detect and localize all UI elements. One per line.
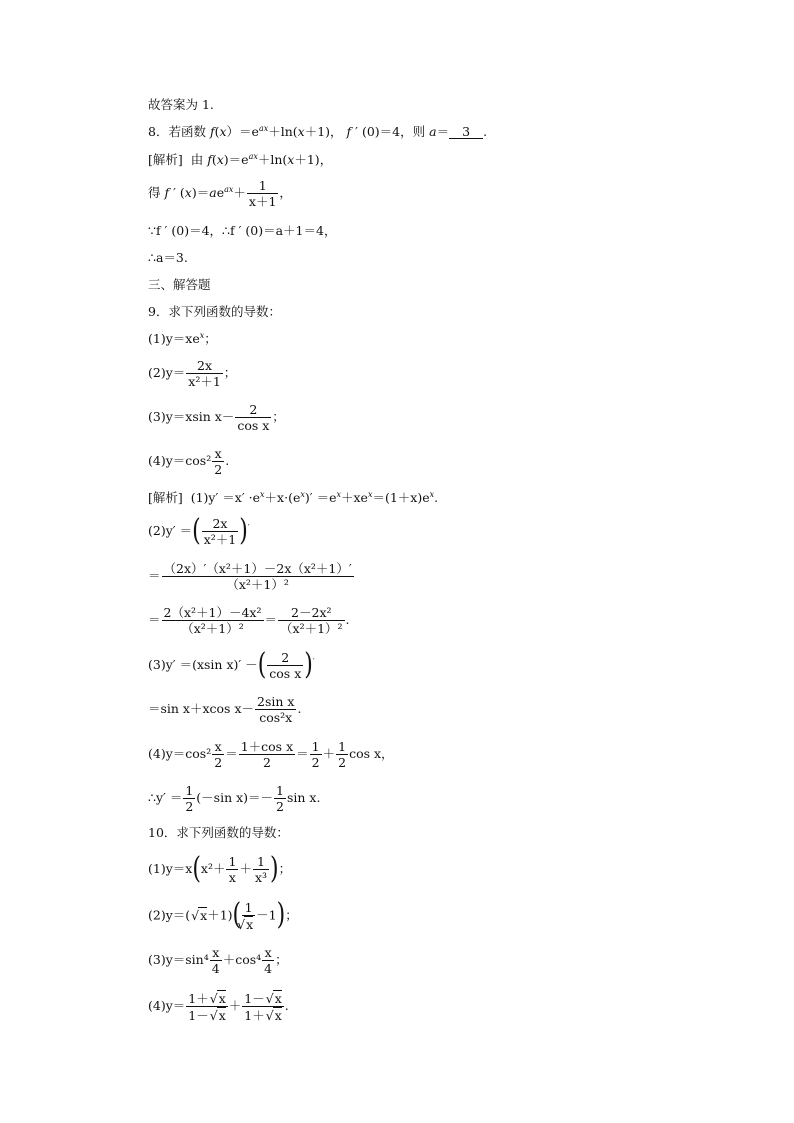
section-heading: 三、解答题 [148,277,211,292]
q9-part-2: (2)y＝ $\frac{2x}{\text{x²＋1}}$ ； [148,358,237,389]
solution-9-part-2b: ＝ $\frac{\text{（2x）′（x²＋1）－2x（x²＋1）′}}{\text{（x²＋1）²}}$ [148,561,352,592]
answer-blank: 3 [449,125,483,139]
solution-9-part-4a: (4)y＝cos² $\frac{x}{2}$ ＝ $\frac{\text{1＋cos x}}{2}$ ＝ $\frac{1}{2}$ ＋ $\frac{1}{2}$ cos x， [148,739,394,770]
solution-9-part-1: [解析] $(1)y' =x' \cdot e^x+x\cdot(e^x)' =e^x+xe^x=(1+x)e^x$. [148,490,439,505]
q10-part-1: (1)y＝x(x²＋ $\frac{1}{x}$ ＋ $\frac{1}{\text{x³}}$ )； [148,851,292,886]
solution-8-line-3: ∵f ′ (0)＝4，∴f ′ (0)＝a＋1＝4， [148,223,337,238]
answer-note: 故答案为 1. [148,97,214,112]
solution-8-line-1: [解析] 由 $f(x)=e^{ax}+\ln(x+1)$， [148,152,333,167]
question-10: 10．求下列函数的导数： [148,825,289,840]
solution-9-part-3b: ＝sin x＋xcos x－ $\frac{\text{2sin x}}{\text{cos²x}}$ . [148,694,302,725]
q10-part-3: (3)y＝sin⁴ $\frac{x}{4}$ ＋cos⁴ $\frac{x}{4}$ ； [148,945,288,976]
q10-part-4: (4)y＝ $\frac{1+√ x}{1-√ x}$ ＋ $\frac{1-√ x}{1+√ x}$ . [148,990,289,1023]
q9-part-4: (4)y＝cos² $\frac{x}{2}$ . [148,446,230,477]
solution-8-line-2: 得 f ′ $(x)=ae^{ax}+$ $\frac{1}{x+1}$ ， [148,178,292,209]
q9-part-3: (3)y＝xsin x－ $\frac{2}{\text{cos x}}$ ； [148,402,285,433]
q9-part-1: $(1)y=xe^x$； [148,331,217,346]
q10-part-2: (2)y＝(√ x＋1)( 1 √ x －1)； [148,900,298,932]
question-9: 9．求下列函数的导数： [148,304,281,319]
solution-9-part-2a: (2)y′ ＝( $\frac{2x}{\text{x²＋1}}$ )′ [148,513,250,548]
question-8: 8．若函数 $f(x)=e^{ax}+\ln(x+1)$， f ′ (0)＝4，则 a＝ 3 . [148,124,488,139]
solution-9-part-2c: ＝ $\frac{\text{2（x²＋1）－4x²}}{\text{（x²＋1）²}}$ ＝ $\frac{\text{2－2x²}}{\text{（x²＋1）²}}$ . [148,605,350,636]
solution-8-line-4: ∴a＝3. [148,250,188,265]
solution-9-part-4b: ∴y′ ＝ $\frac{1}{2}$ (－sin x)＝－ $\frac{1}{2}$ sin x. [148,783,321,814]
solution-9-part-3a: (3)y′ ＝(xsin x)′ －( $\frac{2}{\text{cos x}}$ )′ [148,647,315,682]
